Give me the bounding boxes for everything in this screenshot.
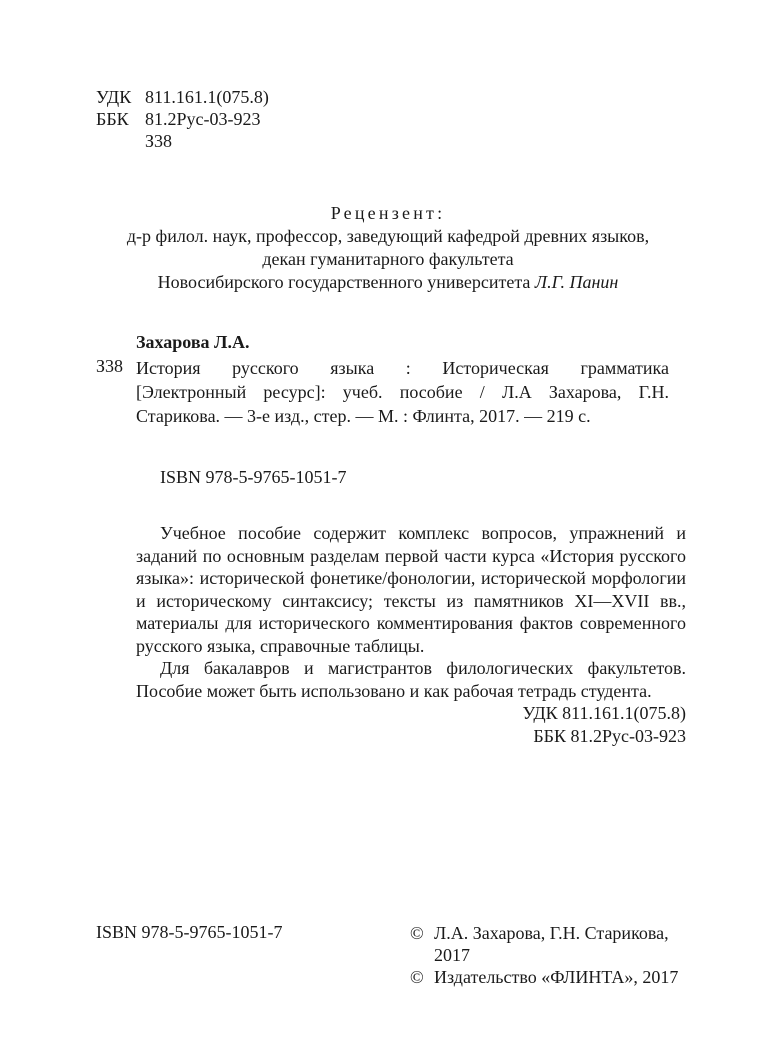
reviewer-line-1: д-р филол. наук, профессор, заведующий кафедрой древних языков, <box>126 226 650 246</box>
classification-block <box>96 86 269 152</box>
reviewer-line-3 <box>70 271 706 294</box>
reviewer-block <box>70 202 706 294</box>
copyright-icon: © <box>410 967 424 987</box>
author-code: З38 <box>145 131 173 151</box>
bbk-value: 81.2Рус-03-923 <box>145 109 261 129</box>
udk-label: УДК <box>96 87 132 107</box>
reviewer-line-2: декан гуманитарного факультета <box>262 249 514 269</box>
bbk-label: ББК <box>96 109 129 129</box>
catalog-line-2: [Электронный ресурс]: учеб. пособие / Л.А Захарова, Г.Н. <box>136 382 669 402</box>
annotation-udk: УДК 811.161.1(075.8) <box>522 703 686 723</box>
copyright-icon: © <box>410 923 424 943</box>
catalog-line-1: История русского языка : Историческая грамматика <box>136 358 669 378</box>
annotation-paragraph-1: Учебное пособие содержит комплекс вопросов, упражнений и заданий по основным разделам первой части курса «История русского языка»: исторической фонетике/фонологии, исторической морфологии и историческому синтаксису; тексты из памятников XI—XVII вв., материалы для исторического комментирования фактов современного русского языка, справочные таблицы. <box>136 523 686 656</box>
annotation-paragraph-2: Для бакалавров и магистрантов филологических факультетов. Пособие может быть использовано и как рабочая тетрадь студента. <box>136 658 686 701</box>
catalog-author: Захарова Л.А. <box>136 332 250 352</box>
reviewer-name: Л.Г. Панин <box>534 272 619 292</box>
catalog-code: З38 <box>96 356 124 376</box>
annotation-bbk: ББК 81.2Рус-03-923 <box>533 725 686 746</box>
copyright-publisher: Издательство «ФЛИНТА», 2017 <box>434 967 679 987</box>
reviewer-heading: Рецензент: <box>330 203 446 223</box>
isbn-catalog: ISBN 978-5-9765-1051-7 <box>160 467 347 487</box>
isbn-footer: ISBN 978-5-9765-1051-7 <box>96 922 283 942</box>
udk-value: 811.161.1(075.8) <box>145 87 269 107</box>
copyright-block <box>410 922 690 988</box>
catalog-description <box>136 356 669 428</box>
copyright-authors: Л.А. Захарова, Г.Н. Старикова, 2017 <box>434 923 669 965</box>
reviewer-university: Новосибирского государственного университета <box>157 272 531 292</box>
catalog-line-3: Старикова. — 3-е изд., стер. — М. : Флинта, 2017. — 219 с. <box>136 406 591 426</box>
annotation-block <box>136 522 686 747</box>
